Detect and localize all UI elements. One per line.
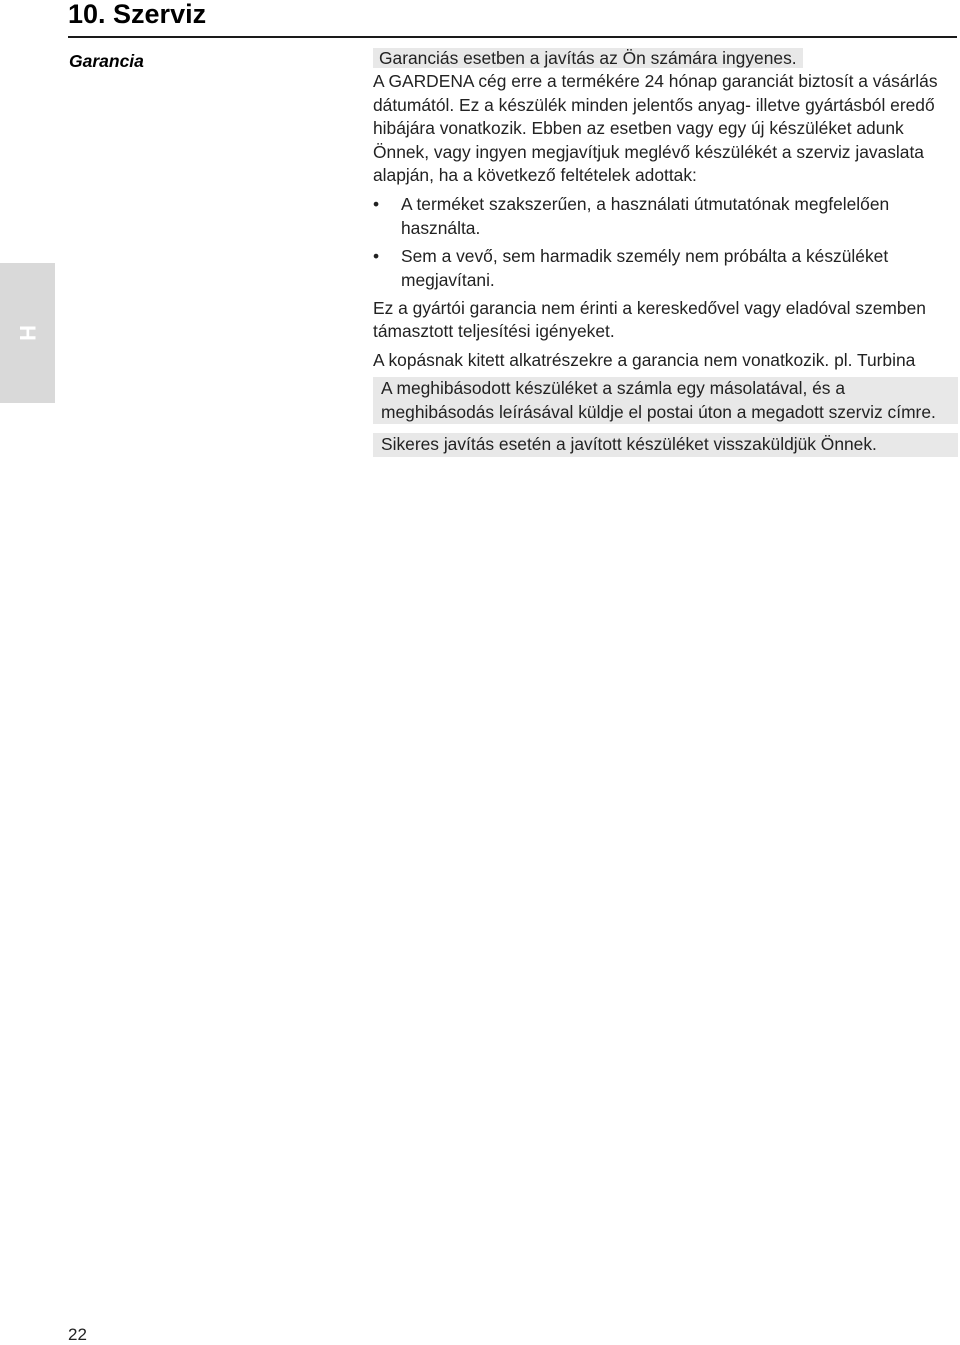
- dealer-claims-note: Ez a gyártói garancia nem érinti a kereskedővel vagy eladóval szemben támasztott teljesítési igényeket.: [373, 298, 926, 342]
- warranty-content: [373, 47, 958, 462]
- send-instruction-box: A meghibásodott készüléket a számla egy másolatával, és a meghibásodás leírásával küldje el postai úton a megadott szerviz címre.: [373, 377, 958, 424]
- return-instruction-box: Sikeres javítás esetén a javított készüléket visszaküldjük Önnek.: [373, 433, 958, 456]
- language-tab-label: H: [15, 325, 40, 341]
- page-number: 22: [68, 1325, 87, 1344]
- condition-text: A terméket szakszerűen, a használati útmutatónak megfelelően használta.: [401, 194, 890, 238]
- wear-parts-note: A kopásnak kitett alkatrészekre a garancia nem vonatkozik. pl. Turbina: [373, 349, 916, 370]
- page-title: 10. Szerviz: [68, 0, 207, 29]
- list-item: [373, 193, 958, 240]
- condition-text: Sem a vevő, sem harmadik személy nem próbálta a készüléket megjavítani.: [401, 246, 889, 290]
- title-divider: [68, 36, 957, 38]
- bullet-icon: •: [373, 194, 380, 215]
- warranty-intro-paragraph: [373, 47, 958, 70]
- warranty-intro-highlight: Garanciás esetben a javítás az Ön számára ingyenes.: [373, 48, 803, 68]
- warranty-conditions-list: [373, 193, 958, 292]
- section-label-warranty: Garancia: [69, 51, 144, 71]
- list-item: [373, 245, 958, 292]
- warranty-intro-body: A GARDENA cég erre a termékére 24 hónap garanciát biztosít a vásárlás dátumától. Ez a készülék minden jelentős anyag- illetve gyártásból eredő hibájára vonatkozik. Ebben az esetben vagy egy új készüléket adunk Önnek, vagy ingyen megjavítjuk meglévő készülékét a szerviz javaslata alapján, ha a következő feltételek adottak:: [373, 71, 938, 186]
- language-tab: [0, 263, 55, 403]
- bullet-icon: •: [373, 246, 380, 267]
